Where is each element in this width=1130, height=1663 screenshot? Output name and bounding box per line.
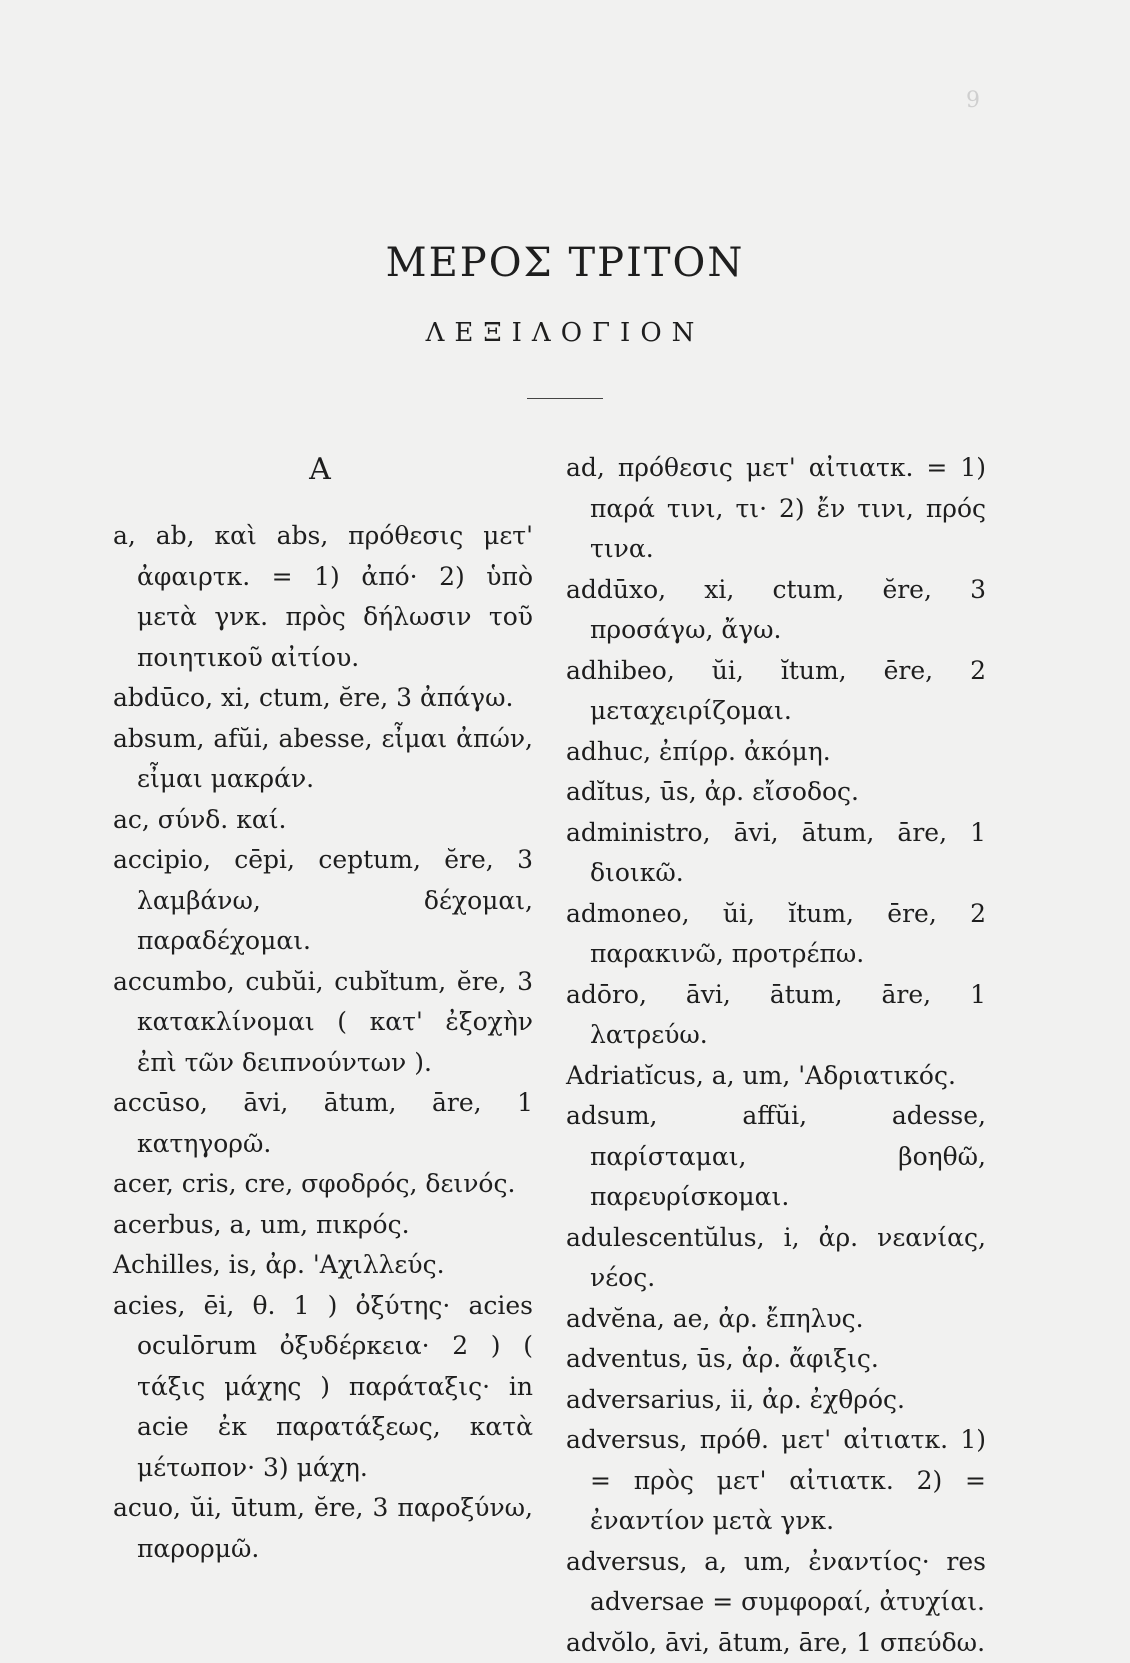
dictionary-entry: acuo, ŭi, ūtum, ĕre, 3 παροξύνω, παρορμῶ. — [113, 1488, 533, 1569]
dictionary-entry: abdūco, xi, ctum, ĕre, 3 ἀπάγω. — [113, 678, 533, 719]
dictionary-entry: advŏlo, āvi, ātum, āre, 1 σπεύδω. — [566, 1623, 986, 1663]
dictionary-entry: admoneo, ŭi, ĭtum, ēre, 2 παρακινῶ, προτρέπω. — [566, 894, 986, 975]
dictionary-entry: adhuc, ἐπίρρ. ἀκόμη. — [566, 732, 986, 773]
dictionary-entry: ad, πρόθεσις μετ' αἰτιατκ. = 1) παρά τινι, τι· 2) ἔν τινι, πρός τινα. — [566, 448, 986, 570]
dictionary-entry: Achilles, is, ἀρ. 'Αχιλλεύς. — [113, 1245, 533, 1286]
dictionary-entry: acerbus, a, um, πικρός. — [113, 1205, 533, 1246]
dictionary-entry: acer, cris, cre, σφοδρός, δεινός. — [113, 1164, 533, 1205]
right-column — [566, 448, 986, 1663]
dictionary-entry: absum, afŭi, abesse, εἶμαι ἀπών, εἶμαι μακράν. — [113, 719, 533, 800]
dictionary-entry: adversus, πρόθ. μετ' αἰτιατκ. 1) = πρὸς μετ' αἰτιατκ. 2) = ἐναντίον μετὰ γνκ. — [566, 1420, 986, 1542]
dictionary-entry: adventus, ūs, ἀρ. ἄφιξις. — [566, 1339, 986, 1380]
dictionary-entry: accipio, cēpi, ceptum, ĕre, 3 λαμβάνω, δέχομαι, παραδέχομαι. — [113, 840, 533, 962]
left-column — [113, 516, 533, 1569]
dictionary-entry: adhibeo, ŭi, ĭtum, ēre, 2 μεταχειρίζομαι. — [566, 651, 986, 732]
page-number: 9 — [966, 88, 980, 113]
dictionary-entry: adversarius, ii, ἀρ. ἐχθρός. — [566, 1380, 986, 1421]
dictionary-entry: advĕna, ae, ἀρ. ἔπηλυς. — [566, 1299, 986, 1340]
part-title: ΜΕΡΟΣ ΤΡΙΤΟΝ — [0, 240, 1130, 286]
section-title: ΛΕΞΙΛΟΓΙΟΝ — [0, 318, 1130, 348]
dictionary-entry: ac, σύνδ. καί. — [113, 800, 533, 841]
dictionary-entry: administro, āvi, ātum, āre, 1 διοικῶ. — [566, 813, 986, 894]
dictionary-entry: adsum, affŭi, adesse, παρίσταμαι, βοηθῶ, παρευρίσκομαι. — [566, 1096, 986, 1218]
dictionary-entry: Adriatĭcus, a, um, 'Αδριατικός. — [566, 1056, 986, 1097]
dictionary-entry: adōro, āvi, ātum, āre, 1 λατρεύω. — [566, 975, 986, 1056]
dictionary-entry: acies, ēi, θ. 1 ) ὀξύτης· acies oculōrum ὀξυδέρκεια· 2 ) ( τάξις μάχης ) παράταξις· in acie ἐκ παρατάξεως, κατὰ μέτωπον· 3) μάχη. — [113, 1286, 533, 1489]
dictionary-entry: adĭtus, ūs, ἀρ. εἴσοδος. — [566, 772, 986, 813]
letter-heading: A — [300, 452, 340, 487]
title-rule — [527, 398, 603, 399]
dictionary-entry: a, ab, καὶ abs, πρόθεσις μετ' ἀφαιρτκ. = 1) ἀπό· 2) ὑπὸ μετὰ γνκ. πρὸς δήλωσιν τοῦ ποιητικοῦ αἰτίου. — [113, 516, 533, 678]
dictionary-entry: adulescentŭlus, i, ἀρ. νεανίας, νέος. — [566, 1218, 986, 1299]
dictionary-entry: accūso, āvi, ātum, āre, 1 κατηγορῶ. — [113, 1083, 533, 1164]
dictionary-entry: addūxo, xi, ctum, ĕre, 3 προσάγω, ἄγω. — [566, 570, 986, 651]
dictionary-entry: accumbo, cubŭi, cubĭtum, ĕre, 3 κατακλίνομαι ( κατ' ἐξοχὴν ἐπὶ τῶν δειπνούντων ). — [113, 962, 533, 1084]
dictionary-entry: adversus, a, um, ἐναντίος· res adversae = συμφοραί, ἀτυχίαι. — [566, 1542, 986, 1623]
